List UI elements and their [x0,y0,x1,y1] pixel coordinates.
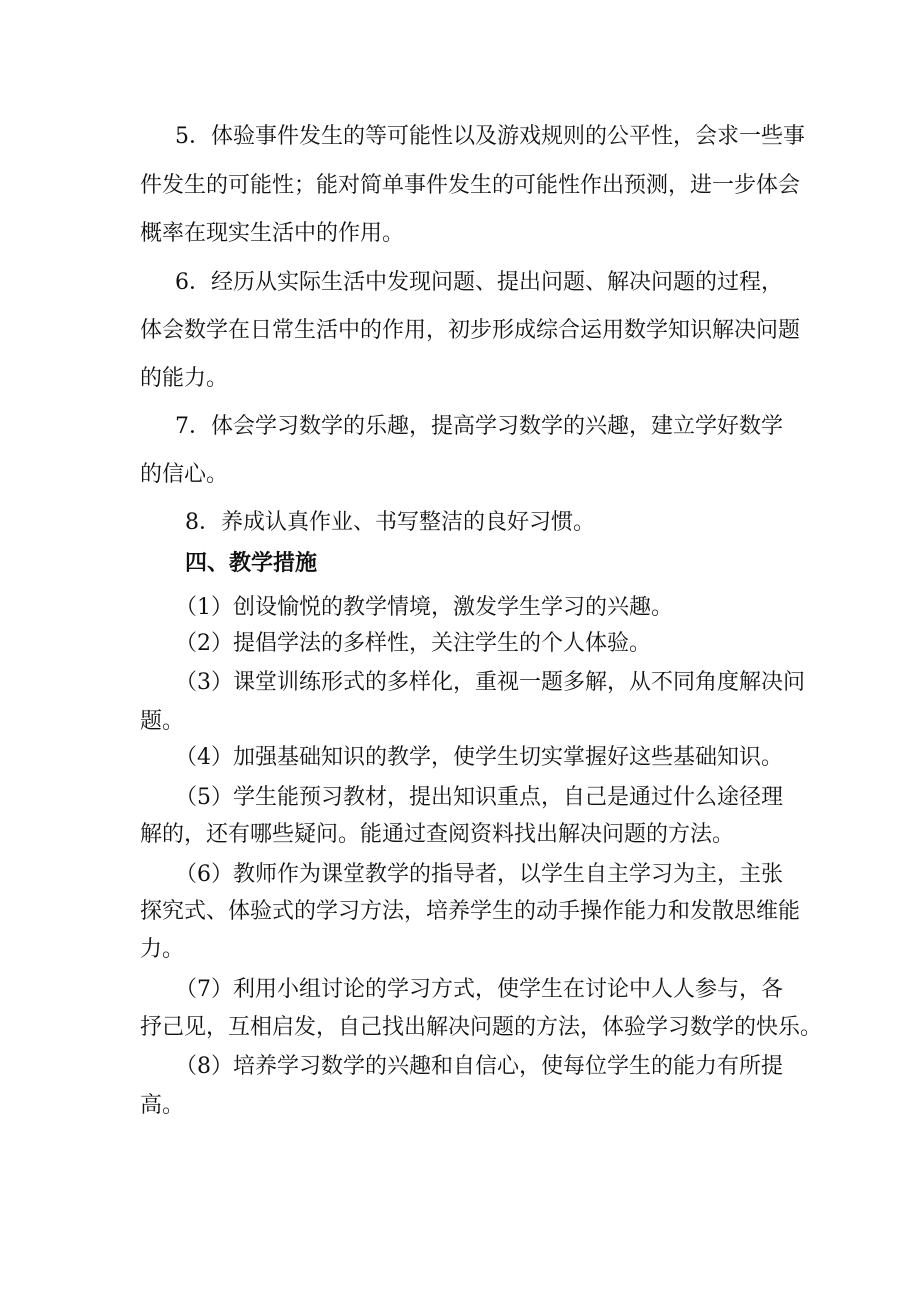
measure-6-line-2: 探究式、体验式的学习方法，培养学生的动手操作能力和发散思维能 [140,899,801,924]
measure-3-line-1: （3）课堂训练形式的多样化，重视一题多解，从不同角度解决问 [175,670,805,695]
item-7-line-1: 7．体会学习数学的乐趣，提高学习数学的兴趣，建立学好数学 [175,414,783,439]
item-5-line-2: 件发生的可能性；能对简单事件发生的可能性作出预测，进一步体会 [140,173,801,198]
item-5-line-3: 概率在现实生活中的作用。 [140,221,405,246]
measure-4: （4）加强基础知识的教学，使学生切实掌握好这些基础知识。 [175,745,783,770]
measure-7-line-1: （7）利用小组讨论的学习方式，使学生在讨论中人人参与，各 [175,977,783,1002]
item-7-line-2: 的信心。 [140,462,229,487]
measure-6-line-1: （6）教师作为课堂教学的指导者，以学生自主学习为主，主张 [175,862,783,887]
item-6-line-2: 体会数学在日常生活中的作用，初步形成综合运用数学知识解决问题 [140,318,801,343]
measure-5-line-2: 解的，还有哪些疑问。能通过查阅资料找出解决问题的方法。 [140,822,735,847]
item-5-line-1: 5．体验事件发生的等可能性以及游戏规则的公平性，会求一些事 [175,124,805,149]
measure-7-line-2: 抒己见，互相启发，自己找出解决问题的方法，体验学习数学的快乐。 [140,1015,823,1040]
item-8: 8．养成认真作业、书写整洁的良好习惯。 [185,510,595,535]
measure-1: （1）创设愉悦的教学情境，激发学生学习的兴趣。 [175,595,673,620]
measure-6-line-3: 力。 [140,937,185,962]
measure-3-line-2: 题。 [140,709,185,734]
item-6-line-3: 的能力。 [140,366,229,391]
item-6-line-1: 6．经历从实际生活中发现问题、提出问题、解决问题的过程， [175,270,783,295]
measure-8-line-1: （8）培养学习数学的兴趣和自信心，使每位学生的能力有所提 [175,1054,783,1079]
measure-8-line-2: 高。 [140,1093,185,1118]
measure-5-line-1: （5）学生能预习教材，提出知识重点，自己是通过什么途径理 [175,785,783,810]
section-heading: 四、教学措施 [185,550,318,576]
measure-2: （2）提倡学法的多样性，关注学生的个人体验。 [175,631,651,656]
